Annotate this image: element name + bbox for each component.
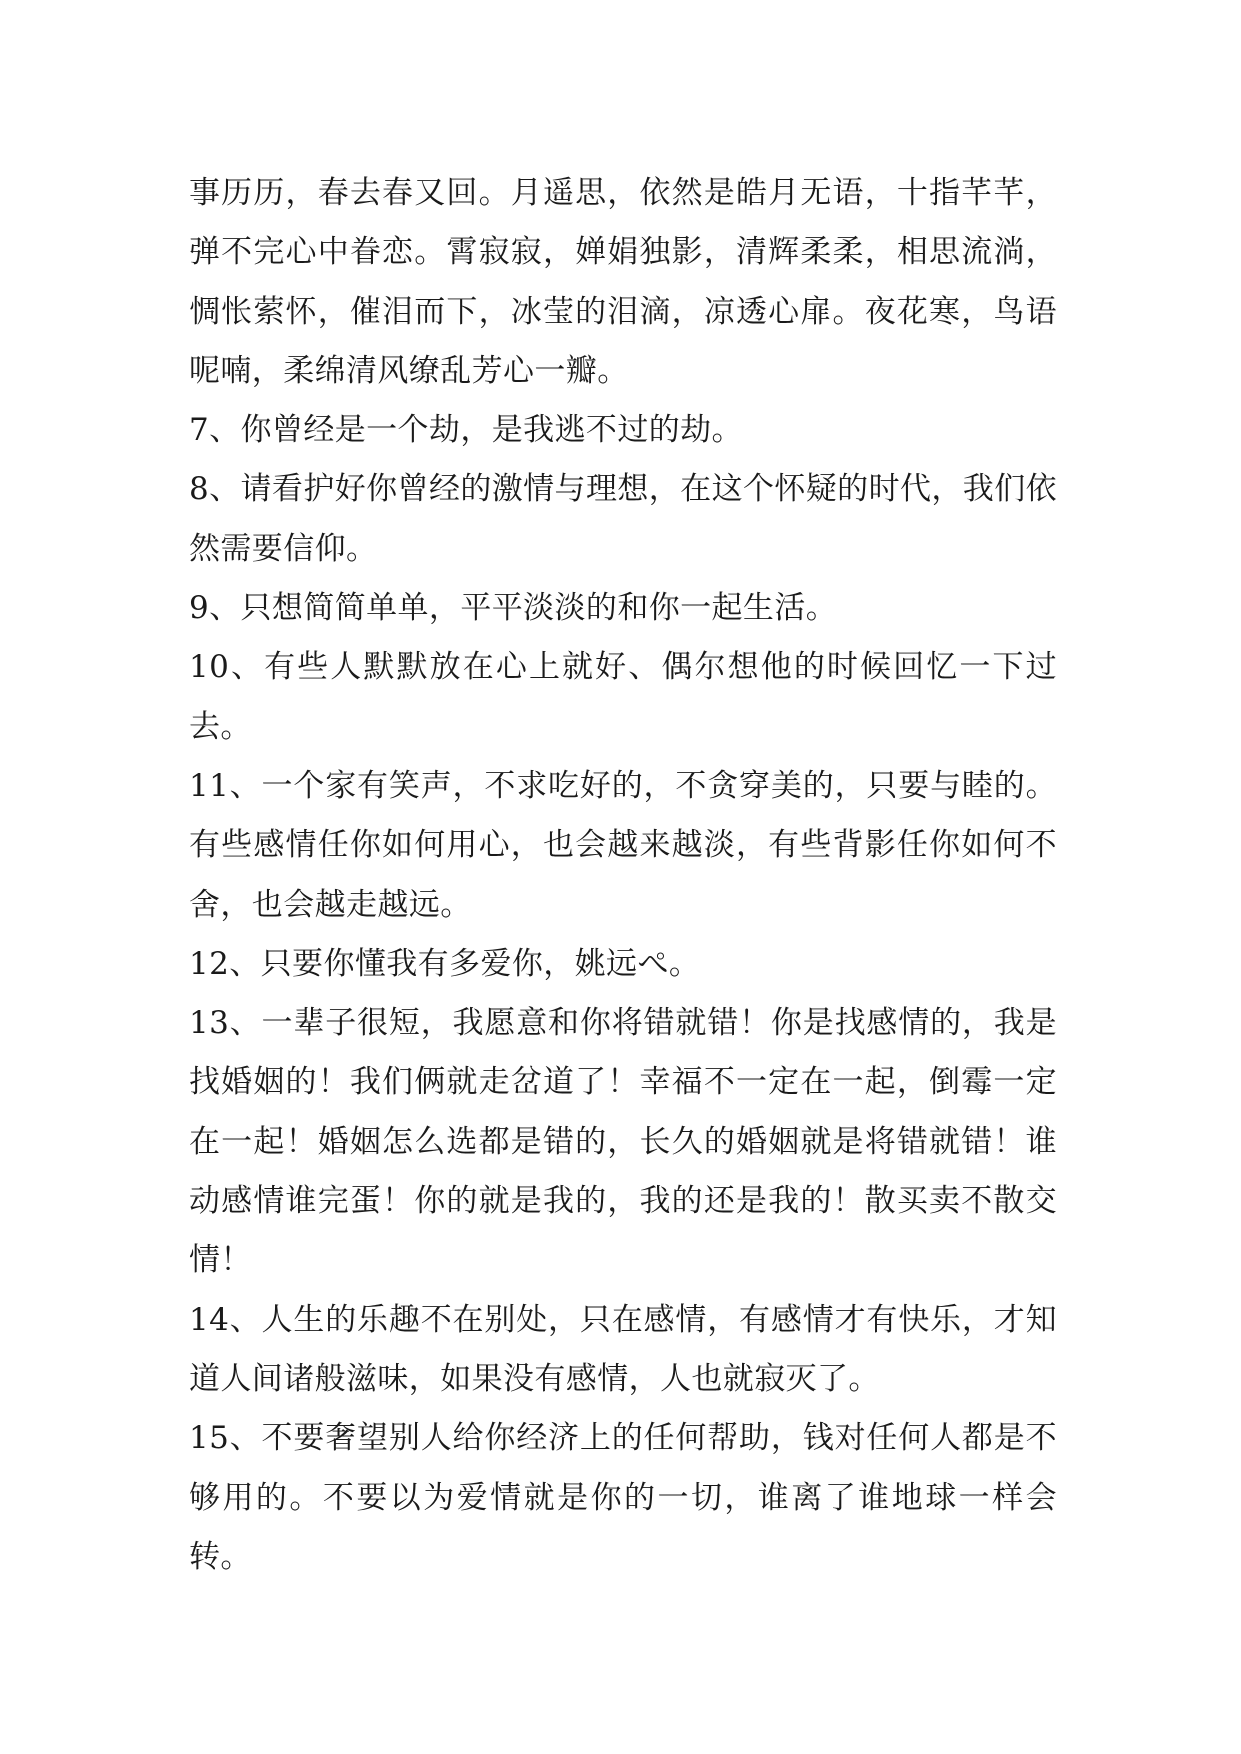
paragraph-item-14: 14、人生的乐趣不在别处，只在感情，有感情才有快乐，才知道人间诸般滋味，如果没有感情，人也就寂灭了。 (189, 1301, 1057, 1397)
paragraph-item-10: 10、有些人默默放在心上就好、偶尔想他的时候回忆一下过去。 (189, 649, 1057, 745)
paragraph-item-12: 12、只要你懂我有多爱你，姚远ぺ。 (189, 945, 701, 982)
paragraph-item-15: 15、不要奢望别人给你经济上的任何帮助，钱对任何人都是不够用的。不要以为爱情就是你的一切，谁离了谁地球一样会转。 (189, 1420, 1057, 1575)
paragraph-item-11: 11、一个家有笑声，不求吃好的，不贪穿美的，只要与睦的。有些感情任你如何用心，也会越来越淡，有些背影任你如何不舍，也会越走越远。 (189, 767, 1057, 923)
paragraph-item-13: 13、一辈子很短，我愿意和你将错就错！你是找感情的，我是找婚姻的！我们俩就走岔道了！幸福不一定在一起，倒霉一定在一起！婚姻怎么选都是错的，长久的婚姻就是将错就错！谁动感情谁完蛋！你的就是我的，我的还是我的！散买卖不散交情！ (189, 1005, 1057, 1279)
paragraph-item-7: 7、你曾经是一个劫，是我逃不过的劫。 (189, 412, 743, 449)
document-body (189, 164, 1057, 1587)
paragraph-continuation: 事历历，春去春又回。月遥思，依然是皓月无语，十指芊芊，弹不完心中眷恋。霄寂寂，婵娟独影，清辉柔柔，相思流淌，惆怅萦怀，催泪而下，冰莹的泪滴，凉透心扉。夜花寒，鸟语呢喃，柔绵清风缭乱芳心一瓣。 (189, 175, 1057, 389)
paragraph-item-8: 8、请看护好你曾经的激情与理想，在这个怀疑的时代，我们依然需要信仰。 (189, 471, 1057, 567)
paragraph-item-9: 9、只想简简单单，平平淡淡的和你一起生活。 (189, 590, 838, 627)
